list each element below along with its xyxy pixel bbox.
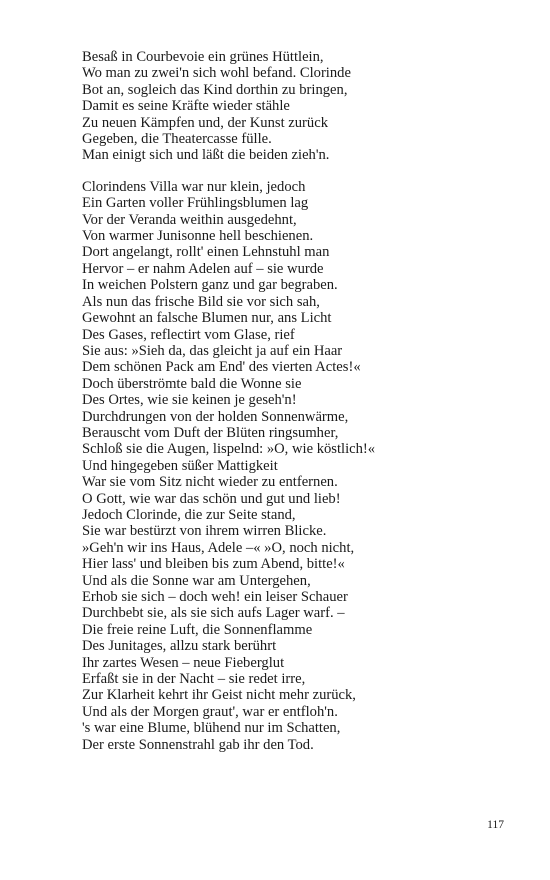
poem-line: Und als der Morgen graut', war er entfloh'n. (82, 703, 338, 720)
poem-line: Der erste Sonnenstrahl gab ihr den Tod. (82, 736, 314, 753)
poem-line: Clorindens Villa war nur klein, jedoch (82, 178, 306, 195)
poem-line: Gewohnt an falsche Blumen nur, ans Licht (82, 310, 332, 327)
poem-line: In weichen Polstern ganz und gar begraben. (82, 277, 338, 294)
poem-line: »Geh'n wir ins Haus, Adele –« »O, noch nicht, (82, 539, 355, 556)
poem-line: Ein Garten voller Frühlingsblumen lag (82, 195, 309, 212)
poem-line: Erhob sie sich – doch weh! ein leiser Schauer (82, 589, 348, 605)
poem-line: War sie vom Sitz nicht wieder zu entfernen. (82, 474, 338, 491)
poem-line: Vor der Veranda weithin ausgedehnt, (82, 211, 297, 228)
poem-line: Erfaßt sie in der Nacht – sie redet irre, (82, 671, 306, 688)
poem-line: Zu neuen Kämpfen und, der Kunst zurück (82, 114, 328, 131)
poem-line: Gegeben, die Theatercasse fülle. (82, 131, 272, 148)
stanza-2 (82, 179, 502, 753)
poem-line: Zur Klarheit kehrt ihr Geist nicht mehr zurück, (82, 687, 356, 704)
poem-line: 's war eine Blume, blühend nur im Schatten, (82, 720, 341, 737)
poem-line: Von warmer Junisonne hell beschienen. (82, 228, 314, 245)
poem-line: Berauscht vom Duft der Blüten ringsumher, (82, 424, 339, 441)
poem-line: Des Ortes, wie sie keinen je geseh'n! (82, 392, 297, 409)
poem-text (82, 49, 502, 753)
poem-line: Hier lass' und bleiben bis zum Abend, bitte!« (82, 556, 345, 573)
poem-line: Doch überströmte bald die Wonne sie (82, 375, 302, 392)
poem-line: Jedoch Clorinde, die zur Seite stand, (82, 506, 296, 523)
poem-line: Damit es seine Kräfte wieder stähle (82, 98, 290, 115)
poem-line: Des Junitages, allzu stark berührt (82, 638, 277, 655)
poem-line: Wo man zu zwei'n sich wohl befand. Clorinde (82, 65, 351, 82)
poem-line: Schloß sie die Augen, lispelnd: »O, wie köstlich!« (82, 441, 376, 458)
poem-line: Dort angelangt, rollt' einen Lehnstuhl man (82, 244, 330, 261)
poem-line: Und hingegeben süßer Mattigkeit (82, 457, 278, 474)
poem-line: Man einigt sich und läßt die beiden zieh'n. (82, 147, 330, 164)
poem-line: Hervor – er nahm Adelen auf – sie wurde (82, 260, 324, 277)
poem-line: Dem schönen Pack am End' des vierten Actes!« (82, 359, 361, 376)
poem-line: Besaß in Courbevoie ein grünes Hüttlein, (82, 49, 324, 65)
poem-line: Bot an, sogleich das Kind dorthin zu bringen, (82, 81, 348, 98)
stanza-1 (82, 49, 502, 164)
poem-line: O Gott, wie war das schön und gut und lieb! (82, 490, 341, 507)
poem-line: Sie aus: »Sieh da, das gleicht ja auf ein Haar (82, 342, 343, 359)
poem-line: Des Gases, reflectirt vom Glase, rief (82, 326, 295, 343)
poem-line: Durchdrungen von der holden Sonnenwärme, (82, 408, 349, 425)
poem-line: Durchbebt sie, als sie sich aufs Lager warf. – (82, 605, 345, 622)
poem-line: Und als die Sonne war am Untergehen, (82, 572, 311, 589)
poem-line: Sie war bestürzt von ihrem wirren Blicke. (82, 523, 327, 540)
page-number: 117 (487, 819, 504, 831)
poem-line: Als nun das frische Bild sie vor sich sah, (82, 293, 320, 310)
poem-line: Ihr zartes Wesen – neue Fieberglut (82, 654, 285, 671)
poem-line: Die freie reine Luft, die Sonnenflamme (82, 621, 313, 638)
